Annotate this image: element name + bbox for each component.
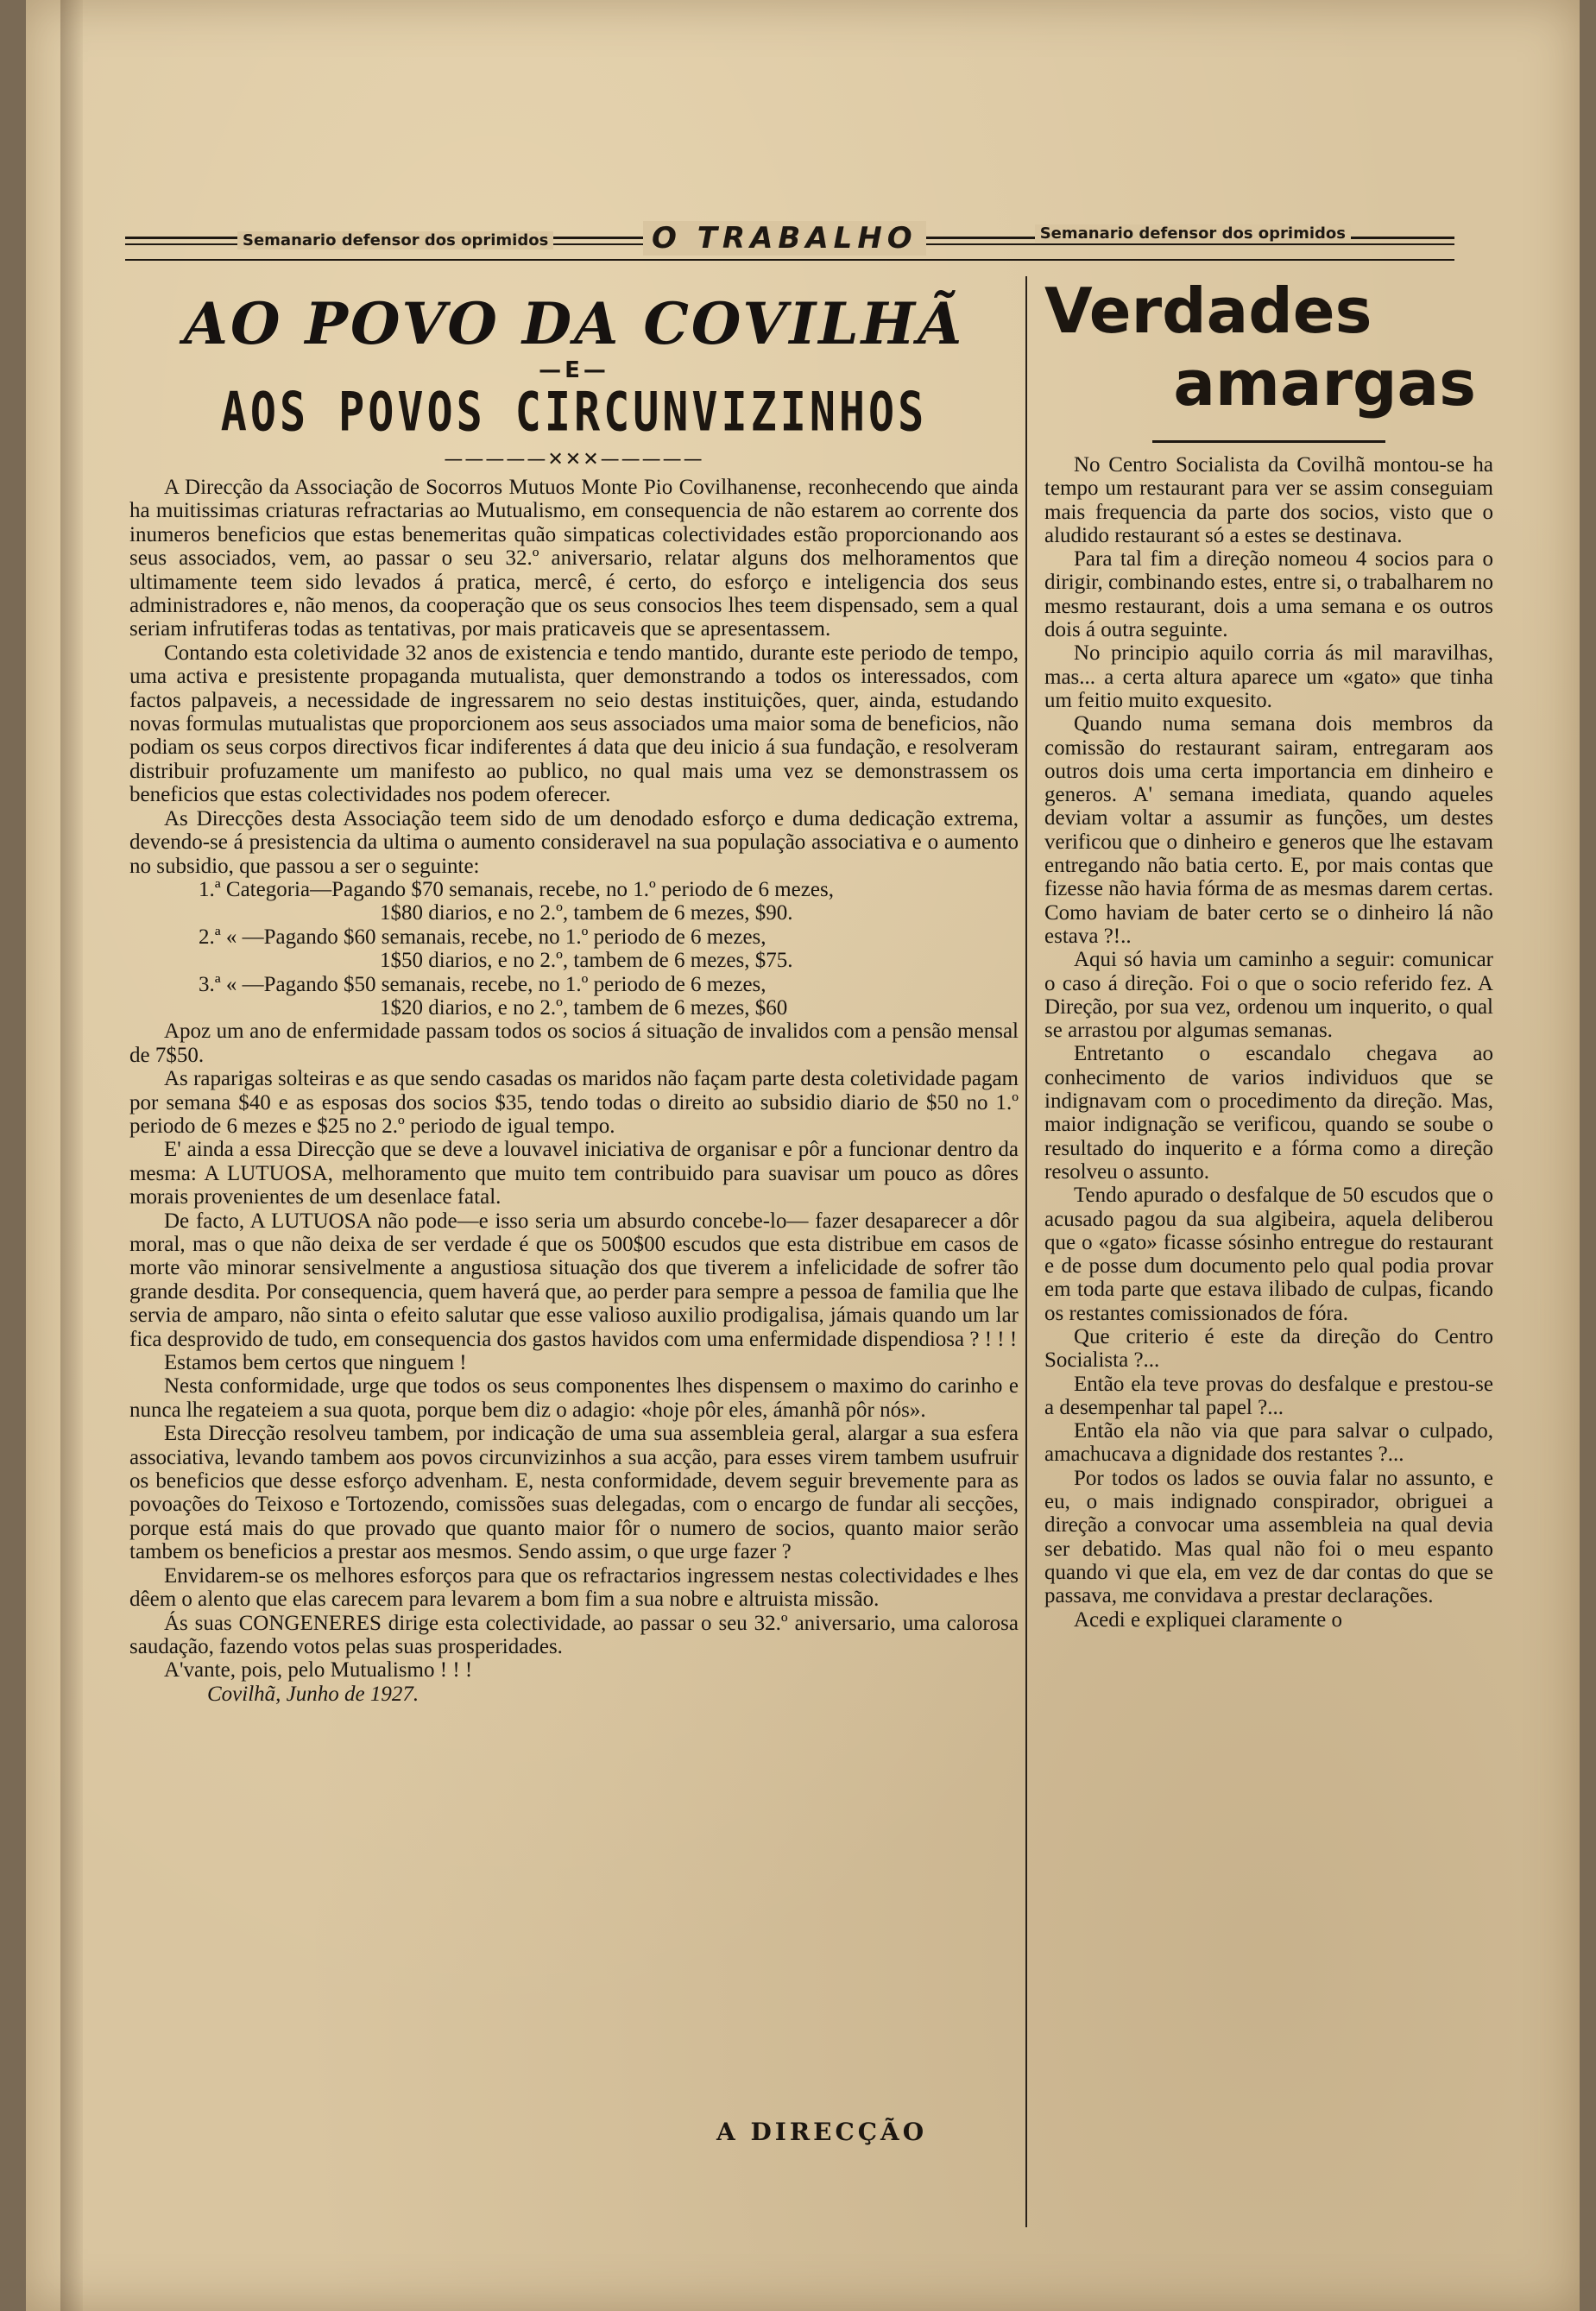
paragraph: De facto, A LUTUOSA não pode—e isso seria um absurdo concebe-lo— fazer desaparecer a dôr moral, mas o que não deixa de ser verdade é que os 500$00 escudos que esta distribue em casos de morte vão minorar sensivelmente a angustiosa situação dos que tiverem a infelicidade de sofrer tão grande desdita. Por consequencia, quem haverá que, ao perder para sempre a pessoa de familia que lhe servia de amparo, não sinta o efeito salutar que esse valioso auxilio prodigalisa, jámais quando um lar fica desprovido de tudo, em consequencia dos gastos havidos com uma enfermidade dispendiosa ? ! ! ! (129, 1209, 1019, 1351)
paragraph: Ás suas CONGENERES dirige esta colectividade, ao passar o seu 32.º aniversario, uma calorosa saudação, fazendo votos pelas suas prosperidades. (129, 1611, 1019, 1658)
signature: A DIRECÇÃO (716, 2118, 928, 2146)
paragraph: Estamos bem certos que ninguem ! (164, 1351, 467, 1375)
headline-underline (1152, 440, 1385, 443)
category-line: 2.ª « —Pagando $60 semanais, recebe, no 1.º periodo de 6 mezes, (199, 925, 766, 949)
masthead-left-tag: Semanario defensor dos oprimidos (237, 231, 553, 249)
category-line: 3.ª « —Pagando $50 semanais, recebe, no 1.º periodo de 6 mezes, (199, 972, 766, 996)
paragraph: Apoz um ano de enfermidade passam todos os socios á situação de invalidos com a pensão mensal de 7$50. (129, 1020, 1019, 1067)
paragraph: Por todos os lados se ouvia falar no assunto, e eu, o mais indignado conspirador, obriguei a direção a convocar uma assembleia na qual devia ser debatido. Mas qual não foi o meu espanto quando vi que ela, em vez de dar contas do que se passava, me convidava a prestar declarações. (1044, 1466, 1493, 1608)
right-article (1044, 275, 1493, 1632)
page-fold-shadow (60, 0, 83, 2311)
right-article-body (1044, 453, 1493, 1632)
place-date: Covilhã, Junho de 1927. (207, 1682, 420, 1706)
masthead-right-tag: Semanario defensor dos oprimidos (1035, 224, 1351, 243)
headline-connector: —E— (539, 357, 609, 383)
paragraph: Aqui só havia um caminho a seguir: comunicar o caso á direção. Foi o que o socio referido fez. A Direção, por sua vez, ordenou um inquerito, o qual se arrastou por algumas semanas. (1044, 948, 1493, 1043)
paragraph: Para tal fim a direção nomeou 4 socios para o dirigir, combinando estes, entre si, o trabalharem no mesmo restaurant, dois a uma semana e os outros dois á outra seguinte. (1044, 547, 1493, 642)
paragraph: Entretanto o escandalo chegava ao conhecimento de varios individuos que se indignavam com o procedimento da direção. Mas, maior indignação se verificou, quando se soube o resultado do inquerito e a fórma como a direção resolveu o assunto. (1044, 1042, 1493, 1184)
paragraph: Que criterio é este da direção do Centro Socialista ?... (1044, 1324, 1493, 1373)
paragraph: Quando numa semana dois membros da comissão do restaurant sairam, entregaram aos outros dois uma certa importancia em dinheiro e generos. A' semana imediata, quando aqueles deviam voltar a assumir as funções, um destes verificou que o dinheiro e generos que lhe estavam entregando não batia certo. E, por mais contas que fizesse não havia fórma de as mesmas darem certas. Como haviam de bater certo se o dinheiro lá não estava ?!.. (1044, 712, 1493, 948)
paragraph: No principio aquilo corria ás mil maravilhas, mas... a certa altura aparece um «gato» que tinha um feitio muito exquesito. (1044, 641, 1493, 712)
paragraph: Envidarem-se os melhores esforços para que os refractarios ingressem nestas colectividades e lhes dêem o alento que elas carecem para levarem a bom fim a sua nobre e altruista missão. (129, 1563, 1019, 1612)
paragraph: No Centro Socialista da Covilhã montou-se ha tempo um restaurant para ver se assim conseguiam mais frequencia da parte dos socios, visto que o aludido restaurant só a estes se destinava. (1044, 453, 1493, 547)
column-divider (1025, 276, 1027, 2227)
category-line-cont: 1$50 diarios, e no 2.º, tambem de 6 mezes, $75. (380, 949, 793, 973)
paragraph: Tendo apurado o desfalque de 50 escudos que o acusado pagou da sua algibeira, aquela deliberou que o «gato» ficasse sósinho entregue do restaurant e de posse dum documento pelo qual podia provar em toda parte que estava ilibado de culpas, ficando os restantes comissionados de fóra. (1044, 1184, 1493, 1325)
masthead (125, 214, 1454, 266)
masthead-title: O TRABALHO (643, 221, 926, 256)
left-headline: AO POVO DA COVILHÃ (183, 290, 965, 357)
category-line: 1.ª Categoria—Pagando $70 semanais, recebe, no 1.º periodo de 6 mezes, (199, 877, 834, 901)
paragraph: Esta Direcção resolveu tambem, por indicação de uma sua assembleia geral, alargar a sua esfera associativa, levando tambem aos povos circunvizinhos a sua acção, para esses virem tambem usufruir os beneficios que desse esforço advenham. E, nesta conformidade, devem seguir brevemente para as povoações do Teixoso e Tortozendo, comissões suas delegadas, com o encargo de fundar ali secções, porque está mais do que provado que quanto maior fôr o numero de socios, quanto maior serão tambem os beneficios a prestar aos mesmos. Sendo assim, o que urge fazer ? (129, 1422, 1019, 1564)
paragraph: A Direcção da Associação de Socorros Mutuos Monte Pio Covilhanense, reconhecendo que ainda ha muitissimas criaturas refractarias ao Mutualismo, em consequencia de não estarem ao corrente dos inumeros beneficios que estas benemeritas quão simpaticas colectividades estão proporcionando aos seus associados, vem, ao passar o seu 32.º aniversario, relatar alguns dos melhoramentos que ultimamente teem sido levados á pratica, mercê, é certo, do esforço e inteligencia dos seus administradores e, não menos, da cooperação que os seus consocios lhes teem dispensado, sem a qual seriam infrutiferas todas as tentativas, por mais praticaveis que se apresentassem. (129, 476, 1019, 641)
paragraph: E' ainda a essa Direcção que se deve a louvavel iniciativa de organisar e pôr a funcionar dentro da mesma: A LUTUOSA, melhoramento que muito tem contribuido para suavisar um pouco as dôres morais provenientes de um desenlace fatal. (129, 1138, 1019, 1209)
ornament-divider: —————✕✕✕————— (444, 449, 704, 470)
right-headline-line2: amargas (1173, 347, 1476, 420)
category-line-cont: 1$20 diarios, e no 2.º, tambem de 6 mezes, $60 (380, 995, 788, 1020)
paragraph: A'vante, pois, pelo Mutualismo ! ! ! (164, 1658, 473, 1683)
right-headline-line1: Verdades (1044, 275, 1372, 347)
left-article (129, 275, 1019, 2146)
paragraph: As Direcções desta Associação teem sido de um denodado esforço e duma dedicação extrema, devendo-se á presistencia da ultima o aumento consideravel na sua população associativa e o aumento no subsidio, que passou a ser o seguinte: (129, 806, 1019, 878)
category-line-cont: 1$80 diarios, e no 2.º, tambem de 6 mezes, $90. (380, 901, 793, 925)
paragraph: Nesta conformidade, urge que todos os seus componentes lhes dispensem o maximo do carinho e nunca lhe regateiem a sua quota, porque bem diz o adagio: «hoje pôr eles, ámanhã pôr nós». (129, 1374, 1019, 1422)
paragraph: Então ela não via que para salvar o culpado, amachucava a dignidade dos restantes ?... (1044, 1419, 1493, 1467)
paragraph: Contando esta coletividade 32 anos de existencia e tendo mantido, durante este periodo de tempo, uma activa e presistente propaganda mutualista, quer demonstrando a todos os interessados, com factos palpaveis, a necessidade de ingressarem no seio destas instituições, quer, ainda, estudando novas formulas mutualistas que proporcionem aos seus associados uma maior soma de beneficios, não podiam os seus corpos directivos ficar indiferentes á data que deu inicio á sua fundação, e resolveram distribuir profuzamente um manifesto ao publico, no qual mais uma vez se demonstrassem os beneficios que estas colectividades nos podem oferecer. (129, 641, 1019, 807)
paragraph: As raparigas solteiras e as que sendo casadas os maridos não façam parte desta coletividade pagam por semana $40 e as esposas dos socios $35, tendo todas o direito ao subsidio diario de $50 no 1.º periodo de 6 mezes e $25 no 2.º periodo de igual tempo. (129, 1067, 1019, 1138)
newspaper-page (26, 0, 1580, 2311)
paragraph: Então ela teve provas do desfalque e prestou-se a desempenhar tal papel ?... (1044, 1372, 1493, 1419)
left-article-body (129, 476, 1019, 1706)
masthead-rule-bottom (125, 259, 1454, 261)
paragraph: Acedi e expliquei claramente o (1074, 1607, 1342, 1632)
left-subhead: AOS POVOS CIRCUNVIZINHOS (220, 380, 928, 444)
